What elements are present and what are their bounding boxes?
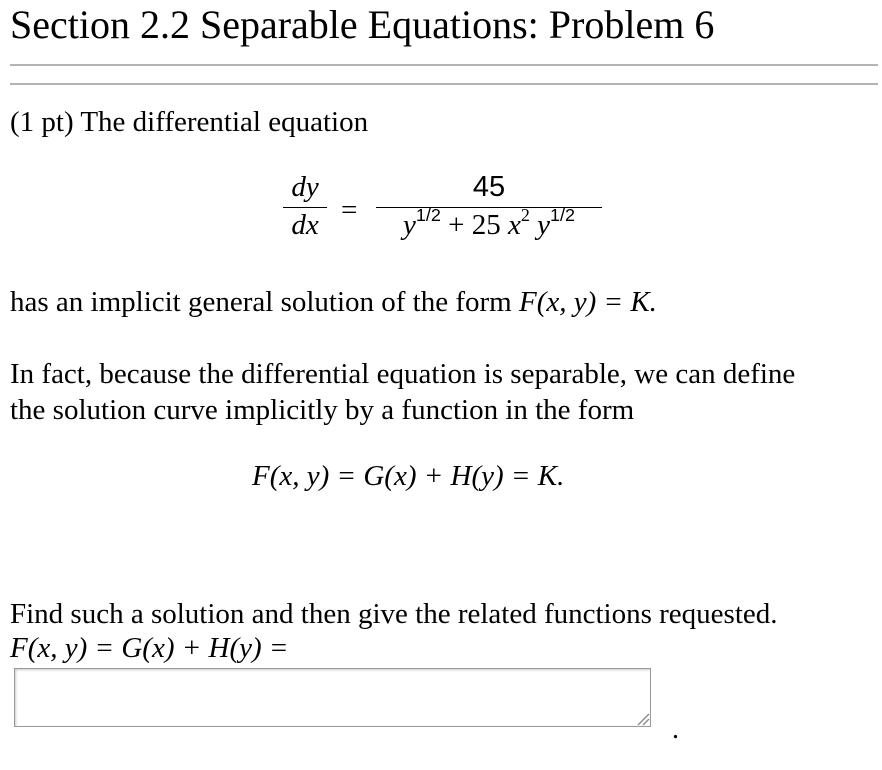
answer-label: F(x, y) = G(x) + H(y) = [10, 632, 289, 664]
rhs-fraction [376, 170, 602, 242]
rhs-numerator: 45 [472, 171, 506, 203]
rhs-den-exp3: 1/2 [549, 204, 575, 225]
header-divider-top [10, 64, 878, 66]
implicit-math: F(x, y) = K. [519, 286, 657, 318]
implicit-text: has an implicit general solution of the form [10, 286, 519, 318]
rhs-den-y1: y [403, 209, 416, 241]
header-divider-bottom [10, 83, 878, 85]
lhs-fraction [283, 170, 327, 242]
implicit-solution-sentence [10, 284, 657, 320]
answer-input[interactable] [14, 668, 651, 727]
general-form-equation: F(x, y) = G(x) + H(y) = K. [252, 460, 565, 492]
lhs-fraction-bar [283, 207, 327, 208]
resize-grip-icon[interactable] [636, 712, 650, 726]
separable-line-2: the solution curve implicitly by a function in the form [10, 394, 635, 426]
rhs-den-plus: + 25 [440, 209, 508, 241]
page-title: Section 2.2 Separable Equations: Problem 6 [10, 2, 715, 47]
rhs-den-exp2: 2 [520, 204, 530, 225]
rhs-den-y2: y [537, 209, 550, 241]
separable-line-1: In fact, because the differential equation is separable, we can define [10, 358, 796, 390]
answer-trailing-period: . [672, 714, 679, 745]
find-instruction: Find such a solution and then give the related functions requested. [10, 598, 778, 630]
lhs-denominator: dx [291, 209, 319, 241]
equation-equals: = [341, 194, 358, 226]
lhs-numerator: dy [291, 171, 319, 203]
rhs-denominator [376, 204, 602, 242]
rhs-den-x: x [508, 209, 521, 241]
problem-intro: (1 pt) The differential equation [10, 106, 369, 138]
rhs-den-exp1: 1/2 [415, 204, 441, 225]
